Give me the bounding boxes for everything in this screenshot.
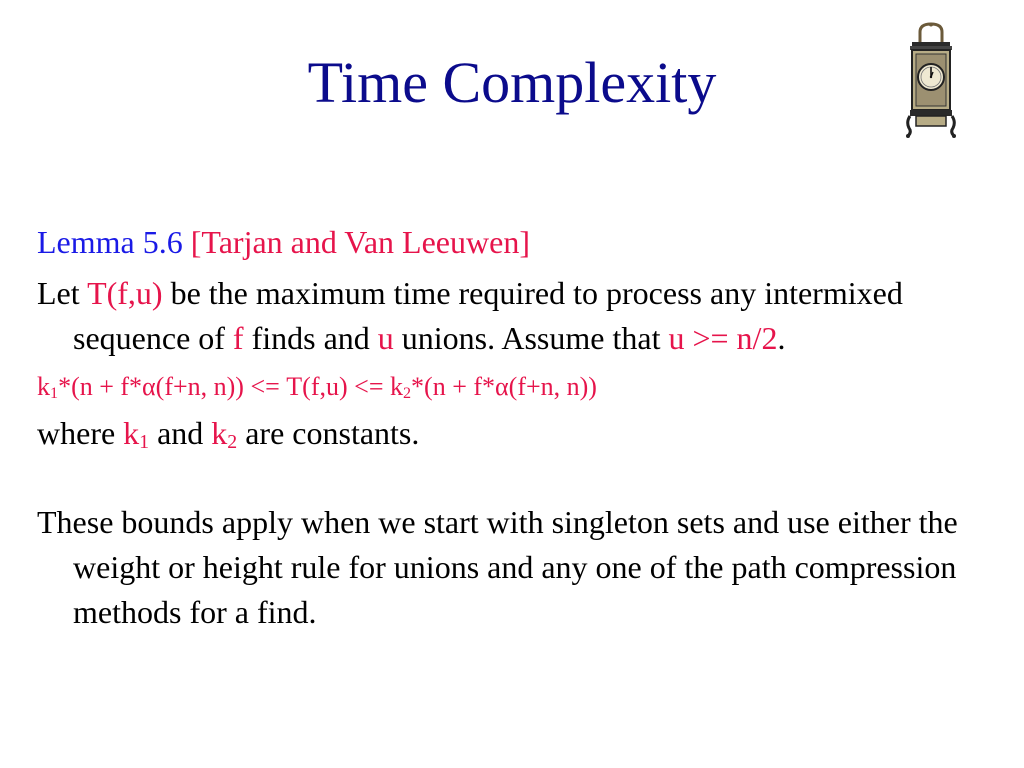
statement-condition: u >= n/2 — [668, 320, 778, 356]
where-subscript: 2 — [227, 430, 238, 453]
lemma-heading — [37, 220, 997, 265]
statement-text: unions. Assume that — [393, 320, 669, 356]
where-text: where — [37, 415, 124, 451]
lemma-label: Lemma 5.6 — [37, 224, 183, 260]
statement-term-tfu: T(f,u) — [87, 275, 163, 311]
formula-alpha: α — [495, 372, 509, 401]
where-text: are constants. — [237, 415, 420, 451]
pendulum-clock-icon — [900, 22, 962, 138]
lemma-statement — [37, 271, 997, 361]
statement-text: Let — [37, 275, 88, 311]
statement-text: . — [777, 320, 786, 356]
where-text: and — [149, 415, 212, 451]
spacer — [37, 456, 997, 500]
where-k2: k — [211, 415, 228, 451]
lemma-citation: [Tarjan and Van Leeuwen] — [190, 224, 530, 260]
statement-term-f: f — [232, 320, 244, 356]
statement-text: be the maximum time required to process any intermixed sequence of — [73, 275, 903, 356]
formula-alpha: α — [142, 372, 156, 401]
where-subscript: 1 — [139, 430, 150, 453]
bounds-paragraph: These bounds apply when we start with singleton sets and use either the weight or height rule for unions and any one of the path compression methods for a find. — [37, 504, 958, 630]
formula-k: k — [37, 372, 50, 401]
where-k1: k — [123, 415, 140, 451]
slide-title: Time Complexity — [307, 50, 717, 115]
formula-text: (f+n, n)) <= T(f,u) <= k — [155, 372, 403, 401]
complexity-formula — [37, 371, 997, 403]
formula-subscript: 1 — [50, 385, 59, 403]
slide-content — [37, 220, 997, 635]
formula-text: *(n + f* — [58, 372, 143, 401]
statement-term-u: u — [377, 320, 394, 356]
formula-text: *(n + f* — [411, 372, 496, 401]
statement-text: finds and — [243, 320, 378, 356]
formula-text: (f+n, n)) — [508, 372, 597, 401]
constants-note — [37, 411, 997, 456]
formula-subscript: 2 — [402, 385, 412, 403]
